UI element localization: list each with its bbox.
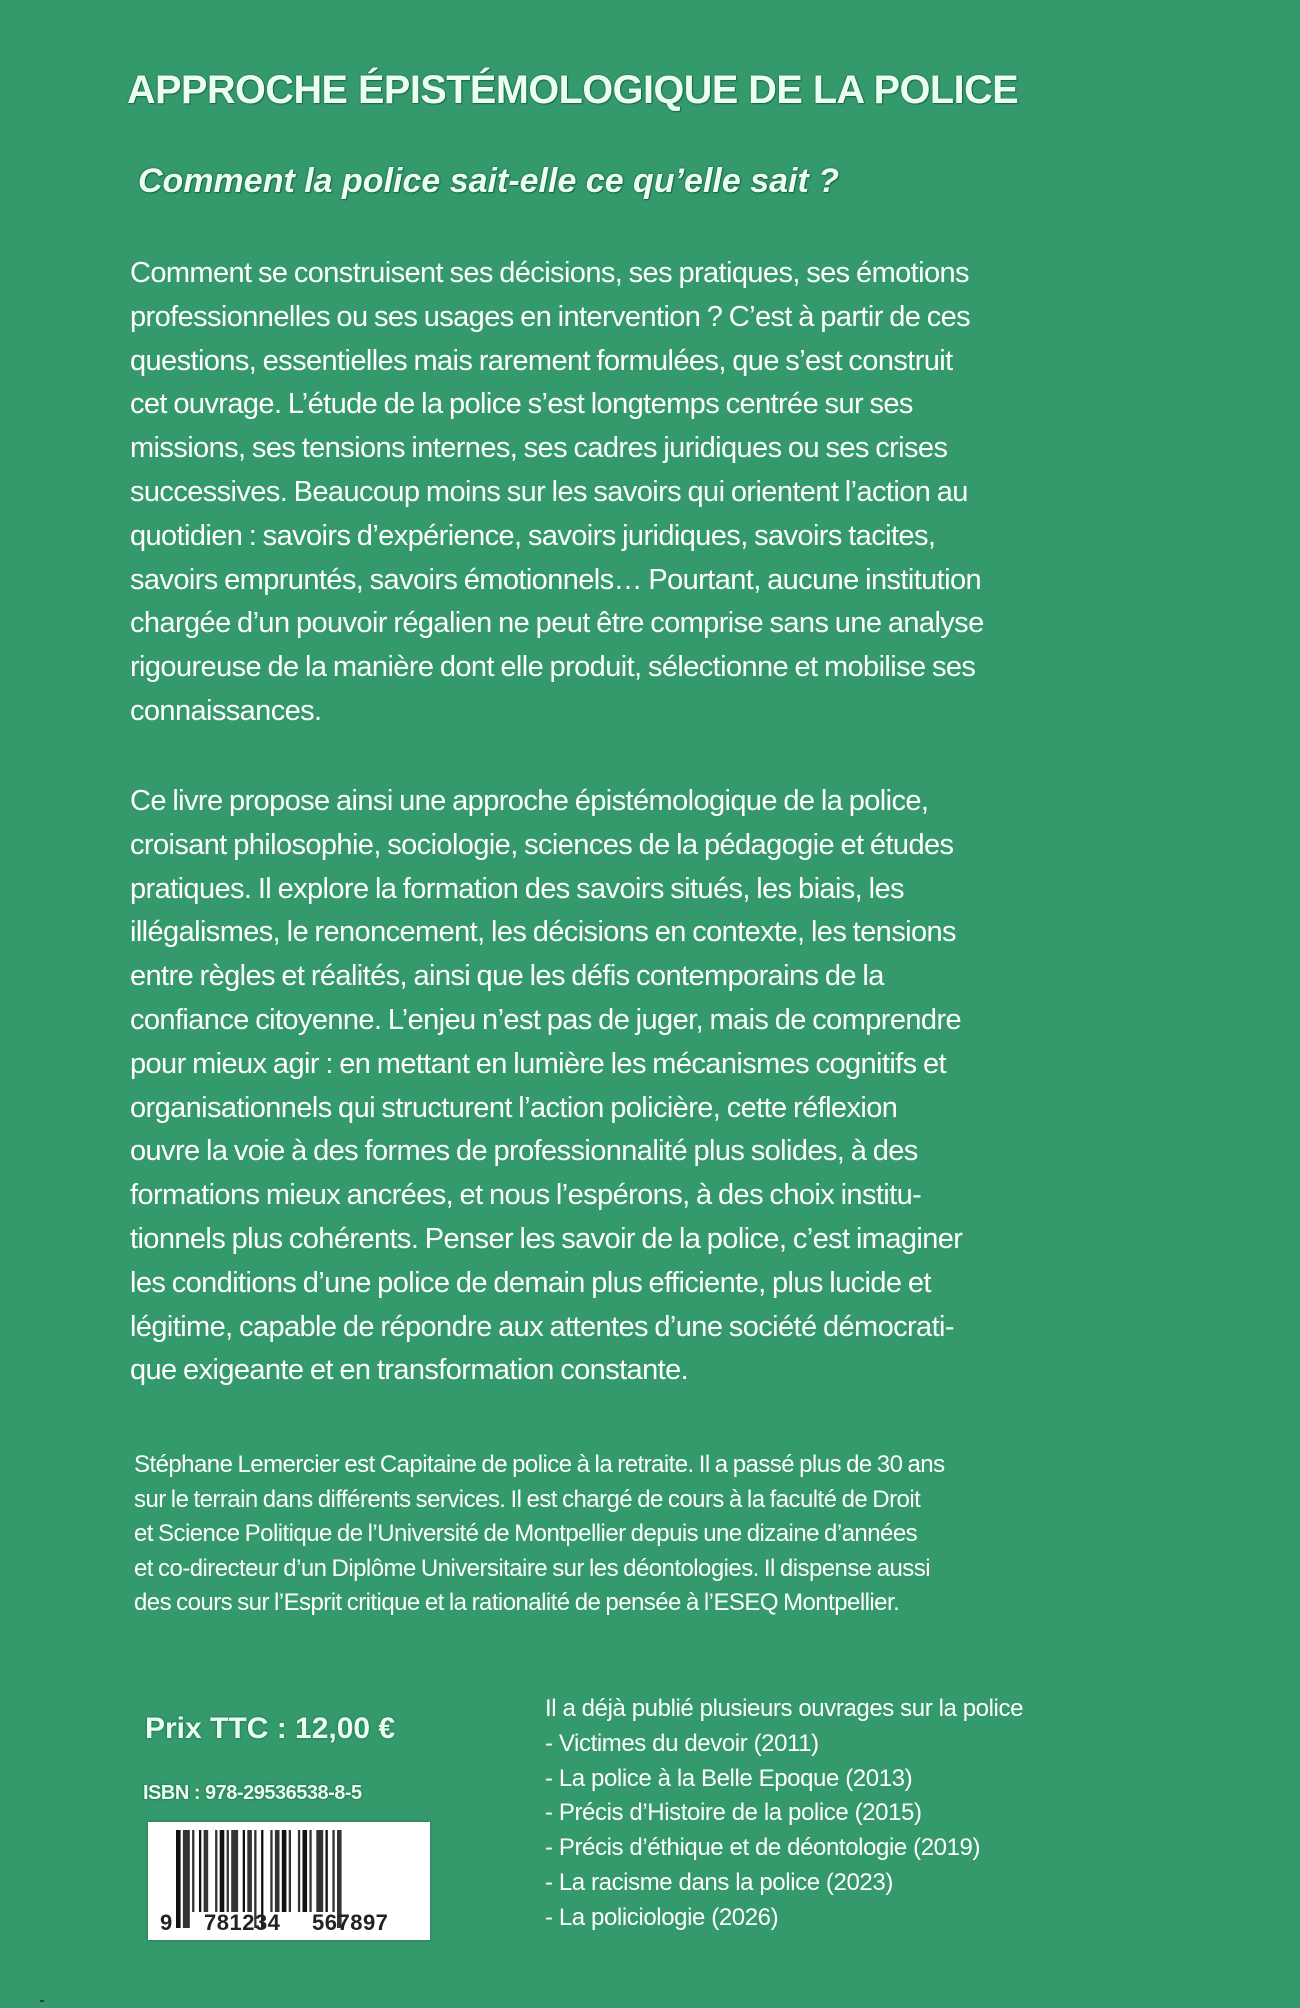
isbn-label: ISBN : 978-29536538-8-5 [143,1782,362,1804]
summary-line: illégalismes, le renoncement, les décisions en contexte, les tensions [130,916,956,949]
barcode-bar [220,1830,225,1912]
previous-work-item: - Victimes du devoir (2011) [545,1729,819,1757]
summary-line: pratiques. Il explore la formation des savoirs situés, les biais, les [130,872,904,905]
summary-paragraph-2 [130,780,1210,1393]
previous-works-heading: Il a déjà publié plusieurs ouvrages sur la police [545,1695,1024,1722]
bio-line: et co-directeur d’un Diplôme Universitaire sur les déontologies. Il dispense aussi [134,1554,930,1582]
summary-line: légitime, capable de répondre aux attentes d’une société démocrati- [130,1310,954,1343]
summary-line: successives. Beaucoup moins sur les savoirs qui orientent l’action au [130,475,968,508]
bio-line: sur le terrain dans différents services. Il est chargé de cours à la faculté de Droit [134,1485,921,1513]
book-title: APPROCHE ÉPISTÉMOLOGIQUE DE LA POLICE [127,68,1019,112]
summary-line: formations mieux ancrées, et nous l’espérons, à des choix institu- [130,1179,922,1212]
summary-line: que exigeante et en transformation constante. [130,1354,689,1387]
previous-work-item: - Précis d’Histoire de la police (2015) [545,1799,922,1827]
summary-line: ouvre la voie à des formes de professionnalité plus solides, à des [130,1135,918,1168]
barcode-bar [326,1830,328,1912]
summary-line: professionnelles ou ses usages en intervention ? C’est à partir de ces [130,300,971,333]
barcode-bar [332,1830,334,1912]
summary-line: chargée d’un pouvoir régalien ne peut être comprise sans une analyse [130,607,984,640]
bio-line: et Science Politique de l’Université de Montpellier depuis une dizaine d’années [134,1520,918,1548]
summary-line: savoirs empruntés, savoirs émotionnels… Pourtant, aucune institution [130,563,982,596]
summary-line: Ce livre propose ainsi une approche épistémologique de la police, [130,785,929,817]
summary-line: pour mieux agir : en mettant en lumière les mécanismes cognitifs et [130,1047,946,1080]
previous-work-item: - Précis d’éthique et de déontologie (2019) [545,1834,981,1862]
previous-work-item: - La police à la Belle Epoque (2013) [545,1764,913,1792]
summary-line: connaissances. [130,694,322,727]
summary-line: tionnels plus cohérents. Penser les savoir de la police, c’est imaginer [130,1222,963,1255]
barcode-bar [199,1830,201,1912]
barcode-bar [298,1830,300,1912]
barcode-bar [243,1830,245,1912]
barcode-bar [247,1830,252,1912]
previous-work-item: - La racisme dans la police (2023) [545,1868,893,1896]
summary-line: quotidien : savoirs d’expérience, savoirs juridiques, savoirs tacites, [130,519,936,552]
summary-paragraph-1 [130,252,1210,734]
barcode-bar [282,1830,287,1912]
author-bio [134,1448,1194,1621]
summary-line: cet ouvrage. L’étude de la police s’est longtemps centrée sur ses [130,388,913,421]
barcode-digits-right: 567897 [312,1910,389,1935]
barcode [148,1822,430,1940]
corner-mark [40,2000,44,2002]
barcode-bar [227,1830,229,1912]
summary-line: rigoureuse de la manière dont elle produit, sélectionne et mobilise ses [130,651,976,684]
barcode-bar [192,1830,194,1912]
summary-line: les conditions d’une police de demain plus efficiente, plus lucide et [130,1266,931,1299]
barcode-bar [316,1830,323,1912]
summary-line: entre règles et réalités, ainsi que les défis contemporains de la [130,960,884,993]
barcode-bar [183,1830,190,1928]
bio-line: des cours sur l’Esprit critique et la rationalité de pensée à l’ESEQ Montpellier. [134,1589,900,1617]
barcode-bar [275,1830,280,1912]
barcode-bar [204,1830,209,1912]
barcode-bar [289,1830,291,1912]
book-subtitle: Comment la police sait-elle ce qu’elle sait ? [138,162,840,200]
barcode-bar [303,1830,308,1912]
summary-line: missions, ses tensions internes, ses cadres juridiques ou ses crises [130,432,948,465]
barcode-bar [215,1830,217,1912]
barcode-bar [309,1830,311,1912]
barcode-bar [270,1830,272,1912]
barcode-digits-left: 781234 [204,1910,281,1935]
barcode-bar [231,1830,238,1912]
price-label: Prix TTC : 12,00 € [145,1712,396,1745]
summary-line: croisant philosophie, sociologie, sciences de la pédagogie et études [130,828,954,861]
summary-line: Comment se construisent ses décisions, ses pratiques, ses émotions [130,257,969,289]
summary-line: organisationnels qui structurent l’action policière, cette réflexion [130,1091,898,1124]
previous-works [545,1692,1023,1936]
previous-work-item: - La policiologie (2026) [545,1903,779,1931]
summary-line: questions, essentielles mais rarement formulées, que s’est construit [130,344,953,377]
barcode-digit-first: 9 [160,1910,173,1935]
barcode-bar [176,1830,181,1928]
bio-line: Stéphane Lemercier est Capitaine de police à la retraite. Il a passé plus de 30 ans [134,1451,945,1478]
summary-line: confiance citoyenne. L’enjeu n’est pas de juger, mais de comprendre [130,1003,962,1036]
